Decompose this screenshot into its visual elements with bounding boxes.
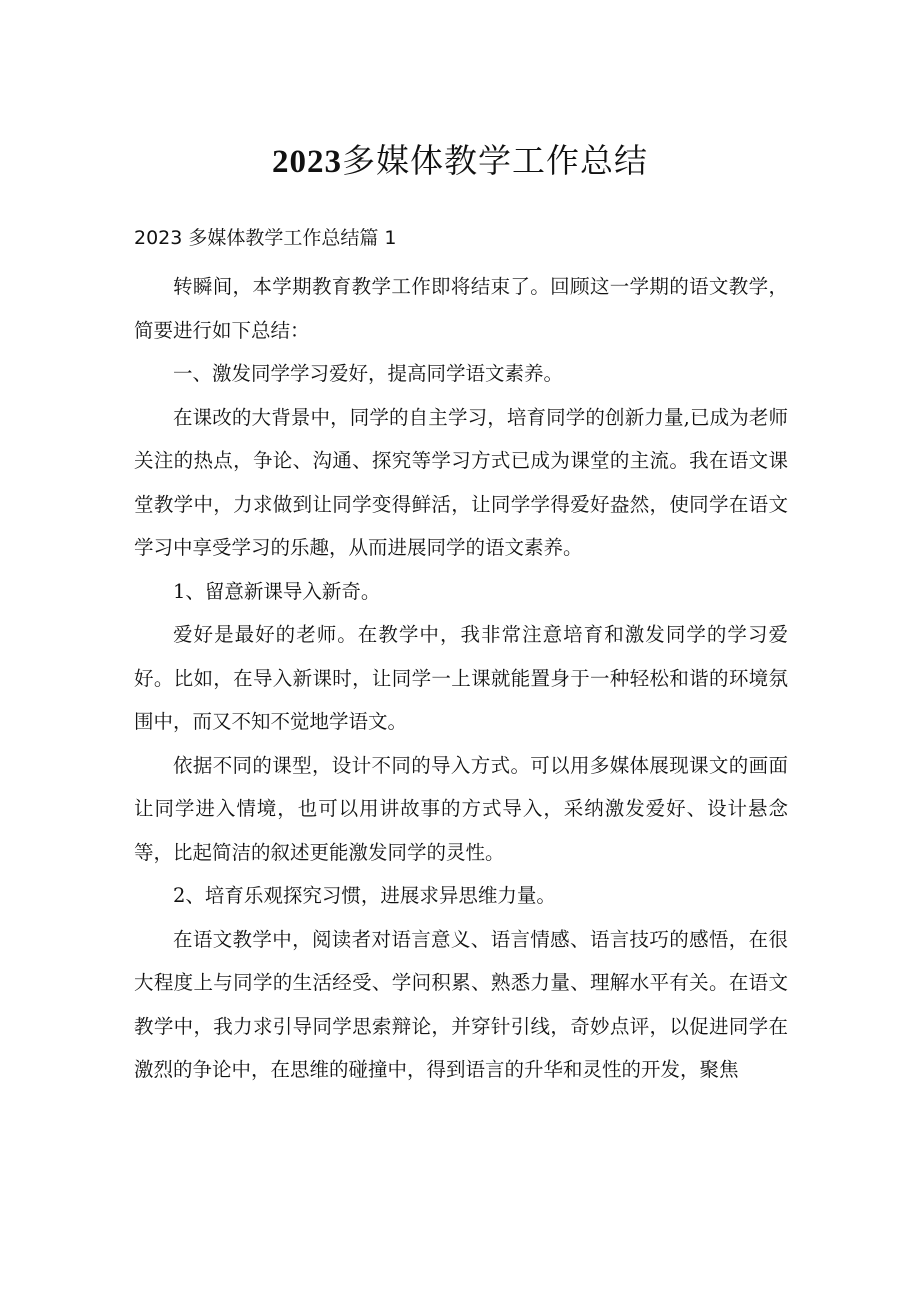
paragraph: 在课改的大背景中，同学的自主学习，培育同学的创新力量,已成为老师关注的热点，争论、沟通、探究等学习方式已成为课堂的主流。我在语文课堂教学中，力求做到让同学变得鲜活，让同学学得爱好盎然，使同学在语文学习中享受学习的乐趣，从而进展同学的语文素养。 (134, 405, 788, 559)
paragraph: 转瞬间，本学期教育教学工作即将结束了。回顾这一学期的语文教学，简要进行如下总结： (134, 275, 788, 342)
paragraph: 依据不同的课型，设计不同的导入方式。可以用多媒体展现课文的画面让同学进入情境，也可以用讲故事的方式导入，采纳激发爱好、设计悬念等，比起简洁的叙述更能激发同学的灵性。 (134, 753, 788, 864)
document-body (134, 265, 788, 1092)
document-title (0, 138, 920, 185)
document-subtitle: 2023 多媒体教学工作总结篇 1 (134, 227, 397, 249)
document-title-year: 2023 (272, 144, 342, 180)
subsection-heading: 2、培育乐观探究习惯，进展求异思维力量。 (173, 884, 556, 907)
paragraph: 在语文教学中，阅读者对语言意义、语言情感、语言技巧的感悟，在很大程度上与同学的生活经受、学问积累、熟悉力量、理解水平有关。在语文教学中，我力求引导同学思索辩论，并穿针引线，奇妙点评，以促进同学在激烈的争论中，在思维的碰撞中，得到语言的升华和灵性的开发，聚焦 (134, 927, 788, 1081)
paragraph: 爱好是最好的老师。在教学中，我非常注意培育和激发同学的学习爱好。比如，在导入新课时，让同学一上课就能置身于一种轻松和谐的环境氛围中，而又不知不觉地学语文。 (134, 623, 788, 733)
section-heading: 一、激发同学学习爱好，提高同学语文素养。 (173, 362, 564, 385)
subsection-heading: 1、留意新课导入新奇。 (173, 579, 381, 603)
document-title-text: 多媒体教学工作总结 (342, 141, 648, 180)
